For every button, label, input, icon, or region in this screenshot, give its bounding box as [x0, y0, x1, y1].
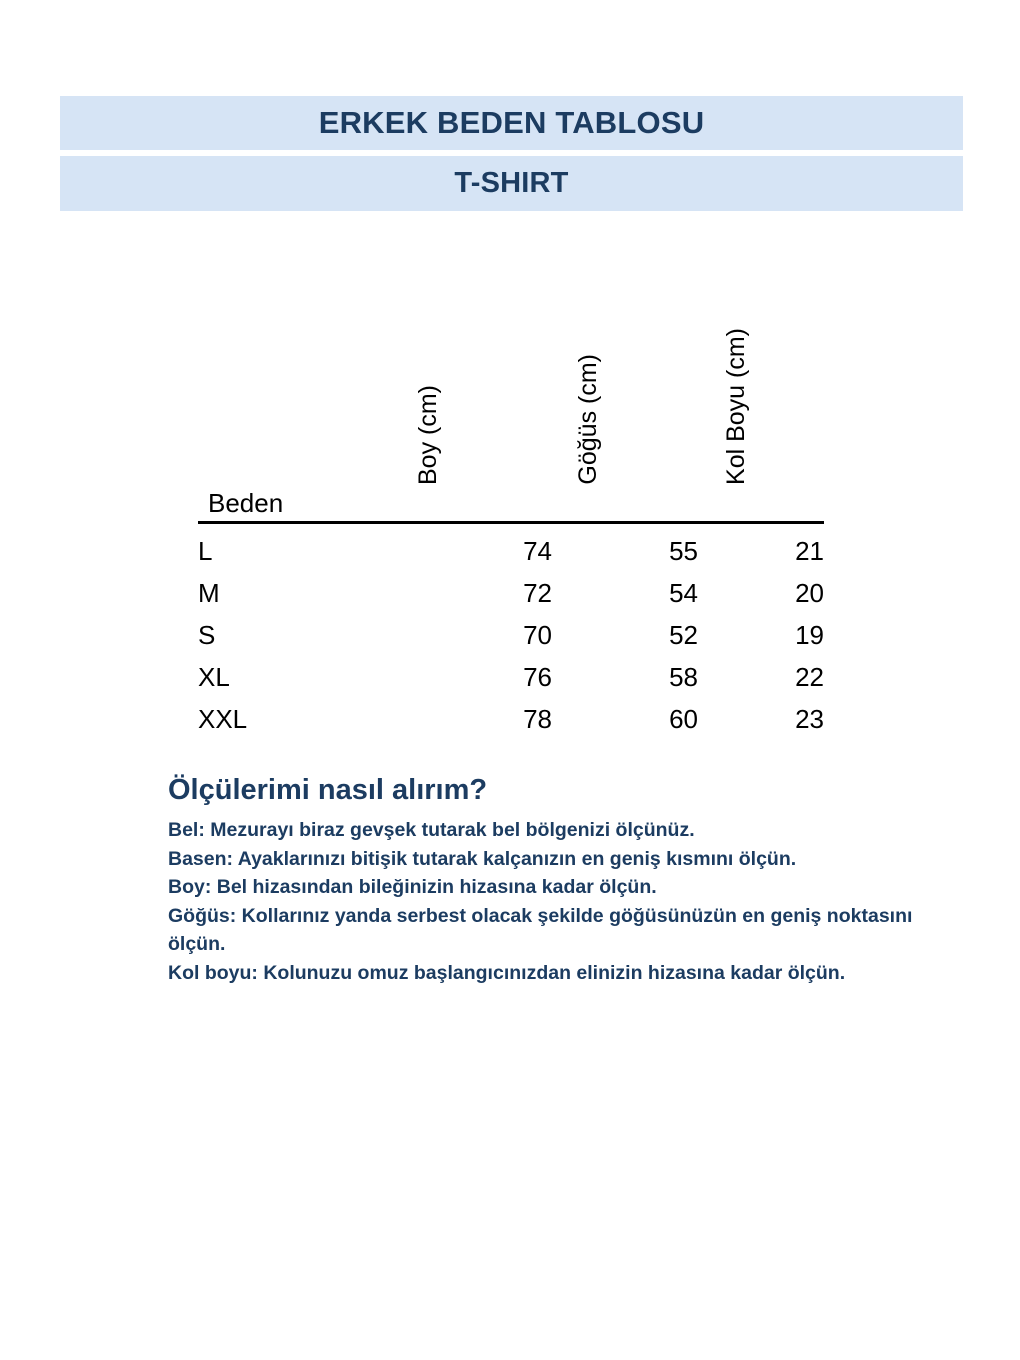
chart-title: ERKEK BEDEN TABLOSU: [318, 105, 705, 140]
cell-boy: 72: [523, 578, 552, 609]
row-header-label: Beden: [208, 488, 284, 518]
cell-boy: 78: [523, 704, 552, 735]
cell-kol-boyu: 22: [795, 662, 824, 693]
cell-size: XXL: [198, 704, 248, 735]
cell-size: XL: [198, 662, 230, 693]
size-data-table: [198, 530, 824, 740]
instruction-line: Kol boyu: Kolunuzu omuz başlangıcınızdan elinizin hizasına kadar ölçün.: [168, 961, 846, 984]
instructions-title: Ölçülerimi nasıl alırım?: [168, 774, 488, 806]
cell-gogus: 55: [669, 536, 698, 566]
header-divider: [198, 521, 824, 524]
cell-boy: 74: [523, 536, 552, 566]
instruction-line: Basen: Ayaklarınızı bitişik tutarak kalçanızın en geniş kısmını ölçün.: [168, 847, 797, 870]
cell-kol-boyu: 19: [795, 620, 824, 651]
instructions-list: [168, 816, 928, 987]
instruction-line: Göğüs: Kollarınız yanda serbest olacak şekilde göğüsünüzün en geniş noktasını ölçün.: [168, 904, 913, 956]
cell-kol-boyu: 21: [795, 536, 824, 566]
cell-gogus: 54: [669, 578, 698, 609]
chart-subtitle: T-SHIRT: [454, 167, 569, 199]
column-header-boy: Boy (cm): [414, 385, 442, 485]
chart-title-banner: [60, 96, 963, 150]
cell-gogus: 60: [669, 704, 698, 735]
instruction-line: Bel: Mezurayı biraz gevşek tutarak bel bölgenizi ölçünüz.: [168, 819, 695, 842]
size-table: [198, 285, 824, 740]
table-row: [198, 698, 824, 740]
cell-size: M: [198, 578, 220, 609]
column-header-gogus: Göğüs (cm): [574, 354, 602, 485]
cell-gogus: 58: [669, 662, 698, 693]
measurement-instructions: [168, 774, 928, 987]
chart-subtitle-banner: [60, 156, 963, 211]
row-header-label-row: [198, 485, 824, 521]
cell-kol-boyu: 23: [795, 704, 824, 735]
cell-kol-boyu: 20: [795, 578, 824, 609]
cell-boy: 70: [523, 620, 552, 651]
table-row: [198, 614, 824, 656]
cell-gogus: 52: [669, 620, 698, 651]
instruction-line: Boy: Bel hizasından bileğinizin hizasına kadar ölçün.: [168, 876, 657, 899]
cell-boy: 76: [523, 662, 552, 693]
column-header-kol-boyu: Kol Boyu (cm): [722, 328, 750, 485]
table-row: [198, 530, 824, 572]
table-row: [198, 572, 824, 614]
cell-size: S: [198, 620, 216, 651]
table-row: [198, 656, 824, 698]
cell-size: L: [198, 536, 213, 566]
column-header-row: [198, 285, 824, 485]
